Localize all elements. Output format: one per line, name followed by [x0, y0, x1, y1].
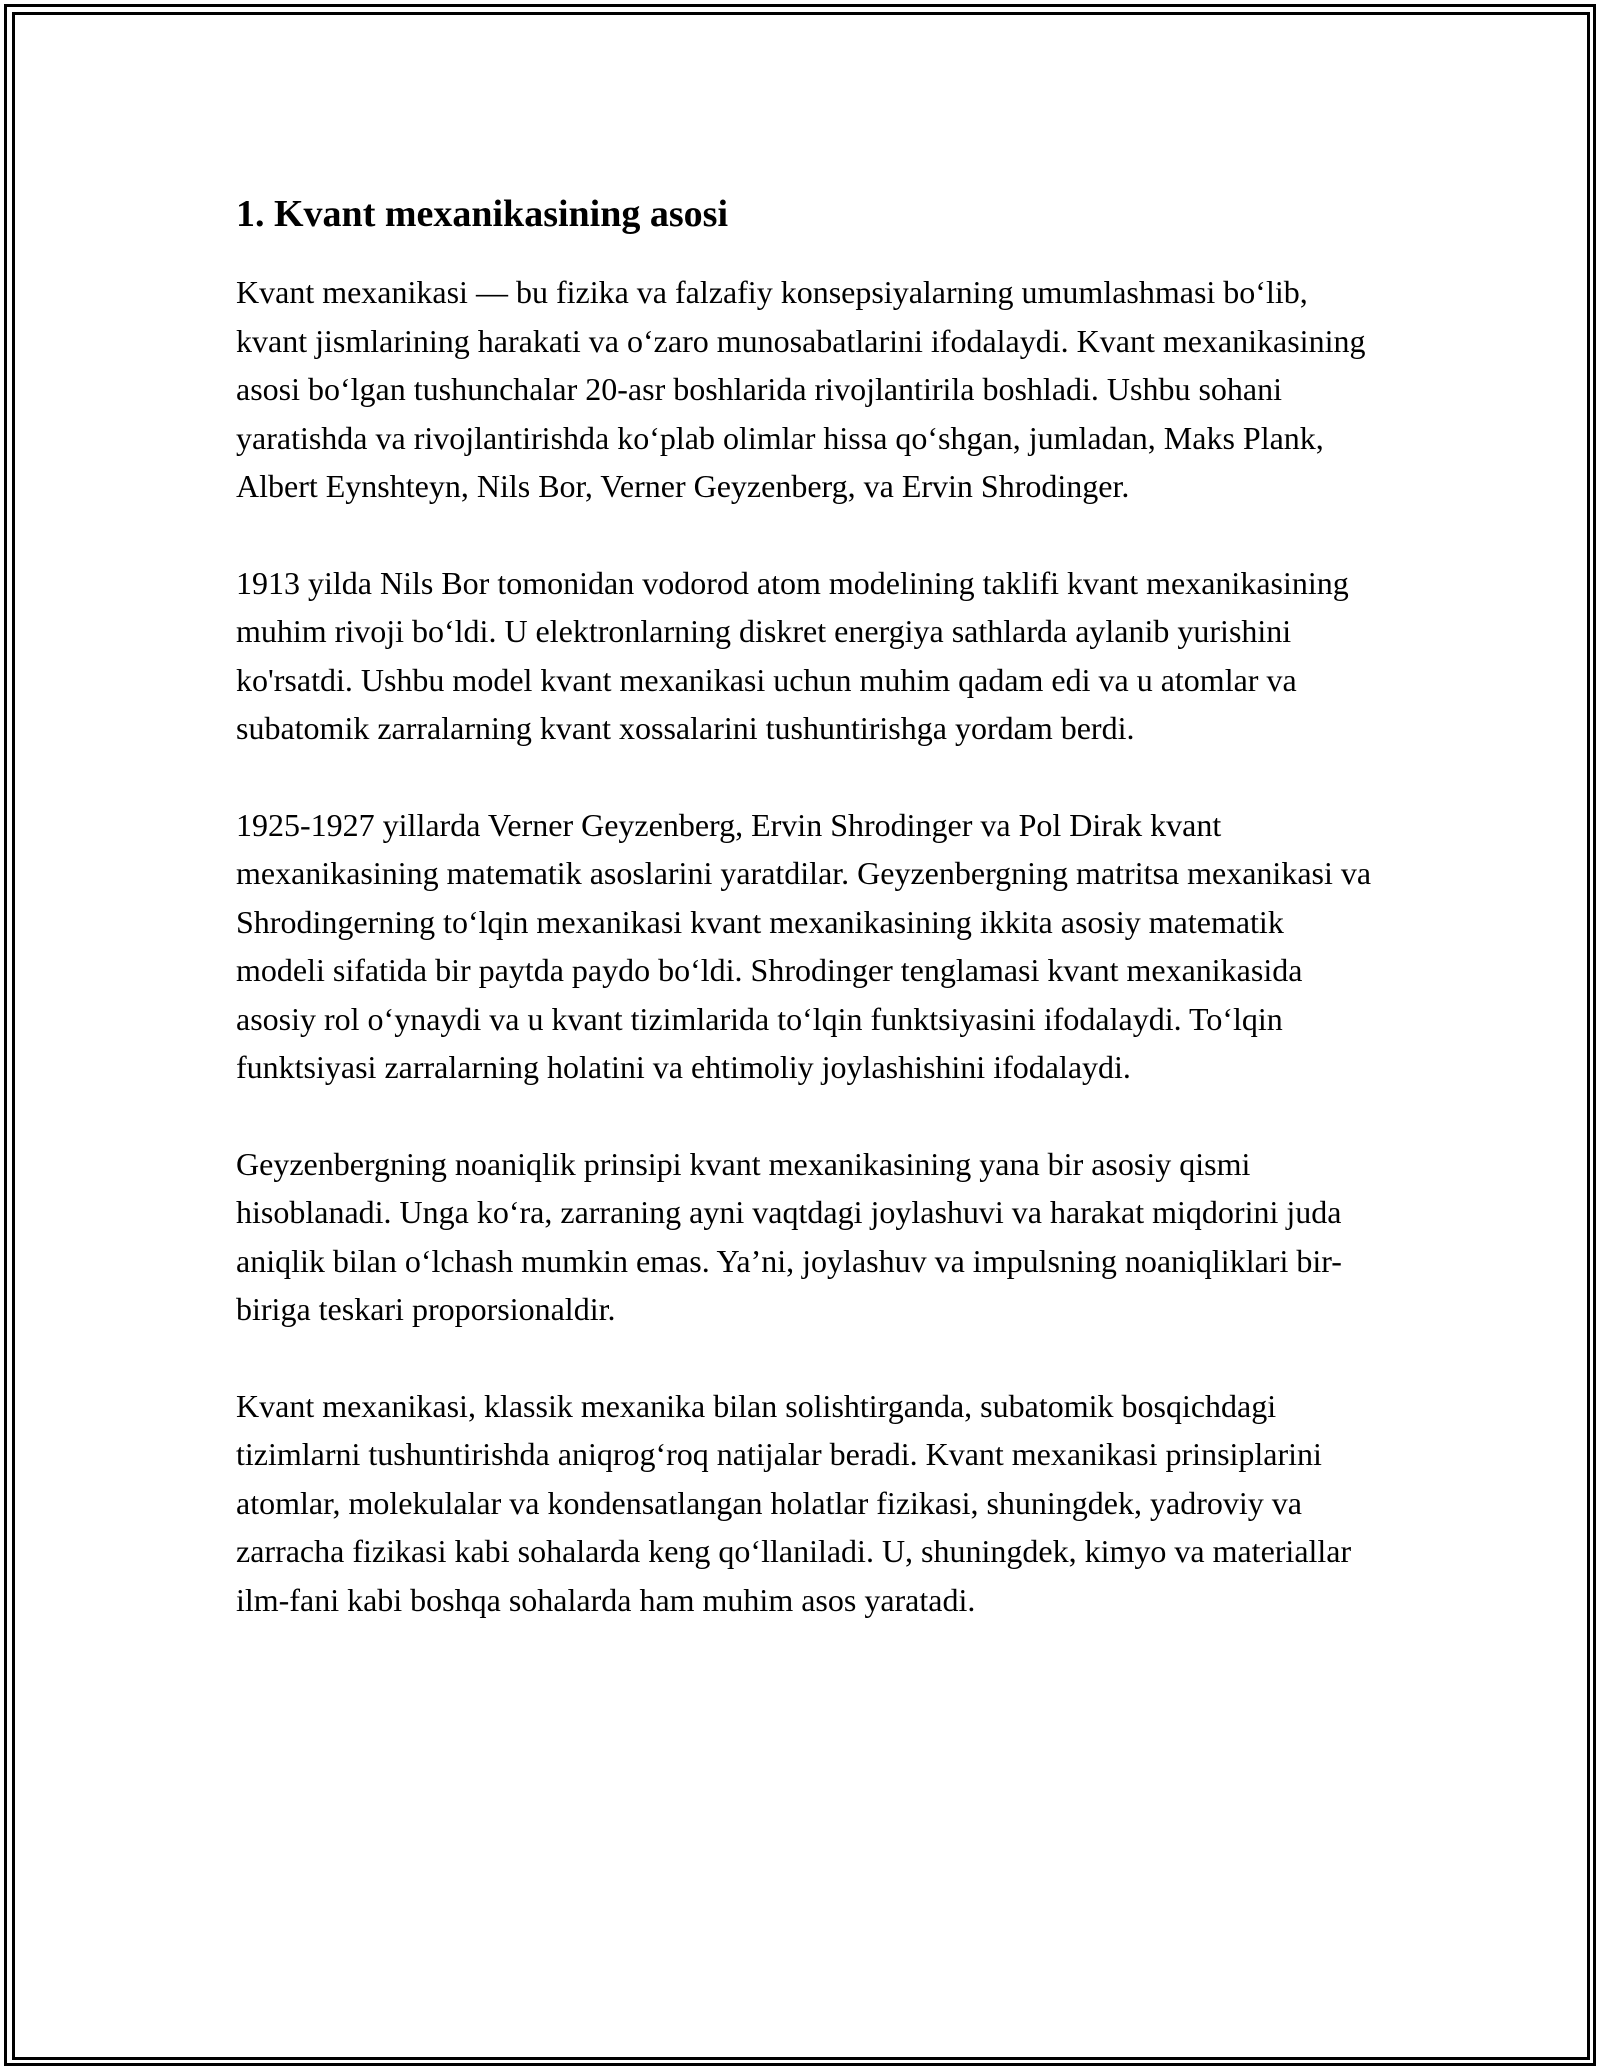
paragraph-uncertainty-principle: Geyzenbergning noaniqlik prinsipi kvant mexanikasining yana bir asosiy qismi hisoblanadi. Unga ko‘ra, zarraning ayni vaqtdagi joylashuvi va harakat miqdorini juda aniqlik bilan o‘lchash mumkin emas. Ya’ni, joylashuv va impulsning noaniqliklari bir-biriga teskari proporsionaldir.	[236, 1145, 1342, 1327]
paragraph-mathematical-foundations: 1925-1927 yillarda Verner Geyzenberg, Ervin Shrodinger va Pol Dirak kvant mexanikasining matematik asoslarini yaratdilar. Geyzenbergning matritsa mexanikasi va Shrodingerning to‘lqin mexanikasi kvant mexanikasining ikkita asosiy matematik modeli sifatida bir paytda paydo bo‘ldi. Shrodinger tenglamasi kvant mexanikasida asosiy rol o‘ynaydi va u kvant tizimlarida to‘lqin funktsiyasini ifodalaydi. To‘lqin funktsiyasi zarralarning holatini va ehtimoliy joylashishini ifodalaydi.	[236, 806, 1372, 1085]
paragraph-applications: Kvant mexanikasi, klassik mexanika bilan solishtirganda, subatomik bosqichdagi tizimlarni tushuntirishda aniqrog‘roq natijalar beradi. Kvant mexanikasi prinsiplarini atomlar, molekulalar va kondensatlangan holatlar fizikasi, shuningdek, yadroviy va zarracha fizikasi kabi sohalarda keng qo‘llaniladi. U, shuningdek, kimyo va materiallar ilm-fani kabi boshqa sohalarda ham muhim asos yaratadi.	[236, 1387, 1352, 1618]
paragraph-intro: Kvant mexanikasi — bu fizika va falzafiy konsepsiyalarning umumlashmasi bo‘lib, kvant jismlarining harakati va o‘zaro munosabatlarini ifodalaydi. Kvant mexanikasining asosi bo‘lgan tushunchalar 20-asr boshlarida rivojlantirila boshladi. Ushbu sohani yaratishda va rivojlantirishda ko‘plab olimlar hissa qo‘shgan, jumladan, Maks Plank, Albert Eynshteyn, Nils Bor, Verner Geyzenberg, va Ervin Shrodinger.	[236, 274, 1366, 504]
paragraph-bohr-model: 1913 yilda Nils Bor tomonidan vodorod atom modelining taklifi kvant mexanikasining muhim rivoji bo‘ldi. U elektronlarning diskret energiya sathlarda aylanib yurishini ko'rsatdi. Ushbu model kvant mexanikasi uchun muhim qadam edi va u atomlar va subatomik zarralarning kvant xossalarini tushuntirishga yordam berdi.	[236, 564, 1349, 746]
document-body	[236, 186, 1376, 1672]
section-heading: 1. Kvant mexanikasining asosi	[236, 193, 728, 235]
